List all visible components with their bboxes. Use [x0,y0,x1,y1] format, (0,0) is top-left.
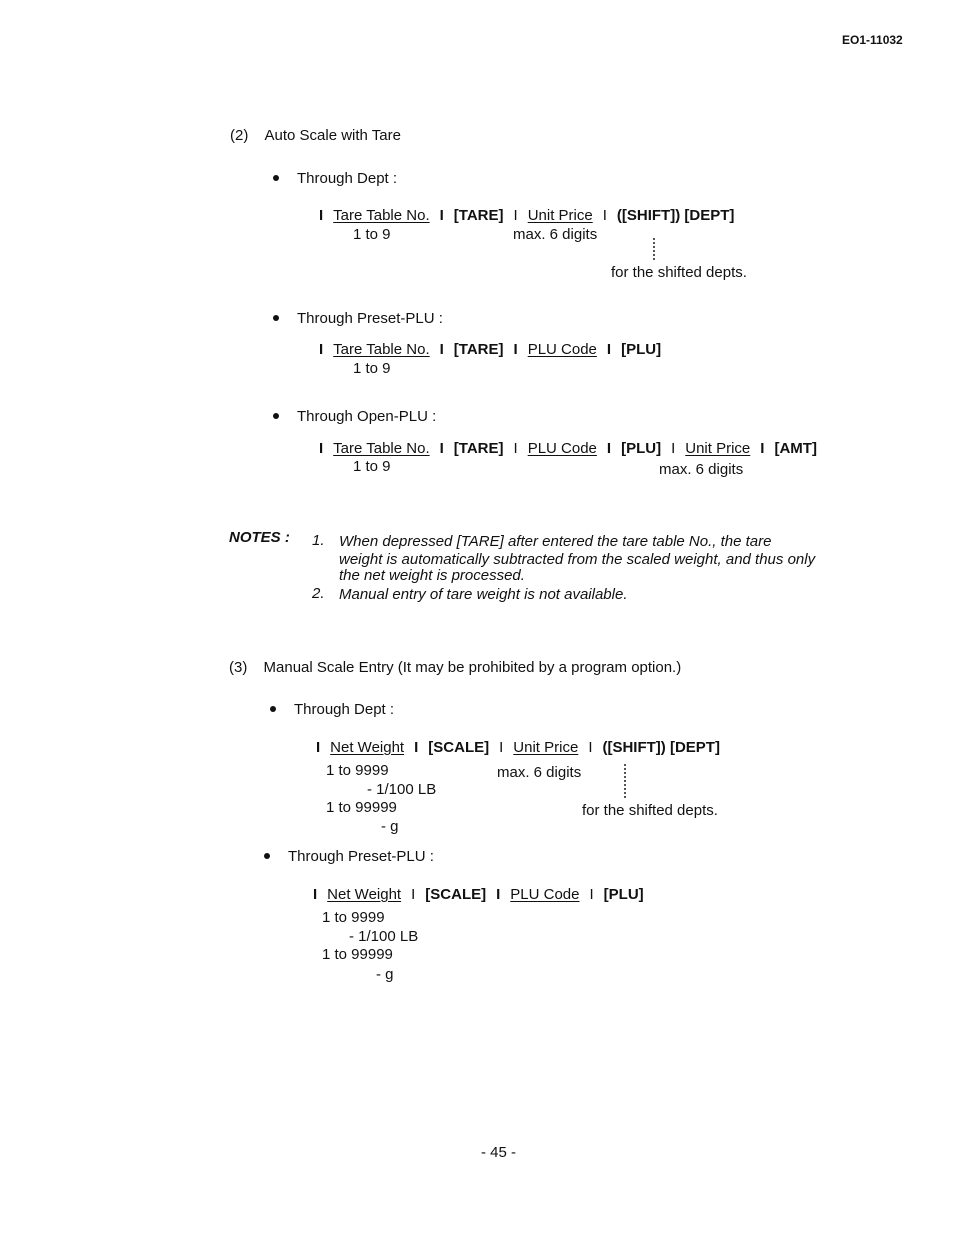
s2-open-key-sequence [319,440,817,457]
s3-preset-range-lb: 1 to 9999 [322,909,385,926]
s3-dept-range-lb: 1 to 9999 [326,762,389,779]
section-3-number: (3) [229,659,248,676]
s2-open-range: 1 to 9 [353,458,391,475]
sequence-separator: I [513,207,518,224]
sequence-separator: I [606,341,612,358]
s3-dept-max-digits: max. 6 digits [497,764,582,781]
bullet-icon [270,706,276,712]
s2-dept-shifted-note: for the shifted depts. [611,264,747,281]
s2-open-label: Through Open-PLU : [297,408,437,425]
dotted-connector [624,764,626,798]
bullet-icon [273,175,279,181]
s2-preset-key-sequence [319,341,661,358]
page-number: - 45 - [481,1144,517,1161]
tare-key: [TARE] [453,207,504,224]
note-1-line-1: When depressed [TARE] after entered the tare table No., the tare [339,533,772,550]
section-2-number: (2) [230,127,249,144]
section-3-title [229,659,681,676]
tare-table-no-entry: Tare Table No. [333,341,430,358]
unit-price-entry: Unit Price [685,440,751,457]
section-2-title [230,127,401,144]
s3-dept-shifted-note: for the shifted depts. [582,802,718,819]
s3-preset-key-sequence [313,886,644,903]
sequence-separator: I [313,886,318,903]
tare-table-no-entry: Tare Table No. [333,440,430,457]
sequence-separator: I [513,440,518,457]
s3-preset-unit-g: - g [376,966,394,983]
plu-code-entry: PLU Code [510,886,580,903]
plu-code-entry: PLU Code [527,341,597,358]
bullet-icon [273,413,279,419]
bullet-icon [273,315,279,321]
bullet-icon [264,853,270,859]
dotted-connector [653,238,655,260]
sequence-separator: I [439,341,444,358]
shift-dept-key: ([SHIFT]) [DEPT] [602,739,720,756]
sequence-separator: I [319,440,324,457]
tare-key: [TARE] [453,440,504,457]
sequence-separator: I [589,886,594,903]
s2-preset-range: 1 to 9 [353,360,391,377]
unit-price-entry: Unit Price [513,739,579,756]
sequence-separator: I [760,440,765,457]
sequence-separator: I [439,207,444,224]
sequence-separator: I [496,886,501,903]
s3-dept-key-sequence [316,739,720,756]
s2-dept-range: 1 to 9 [353,226,391,243]
s3-preset-label: Through Preset-PLU : [288,848,434,865]
sequence-separator: I [513,341,518,358]
note-1-number: 1. [312,532,325,549]
s3-dept-label: Through Dept : [294,701,395,718]
amt-key: [AMT] [774,440,817,457]
unit-price-entry: Unit Price [527,207,593,224]
sequence-separator: I [319,207,324,224]
plu-key: [PLU] [621,341,662,358]
sequence-separator: I [411,886,416,903]
tare-key: [TARE] [453,341,504,358]
shift-dept-key: ([SHIFT]) [DEPT] [616,207,735,224]
sequence-separator: I [671,440,676,457]
sequence-separator: I [588,739,593,756]
scale-key: [SCALE] [428,739,490,756]
s2-dept-label: Through Dept : [297,170,398,187]
note-2-number: 2. [312,585,325,602]
s3-preset-unit-lb: - 1/100 LB [349,928,419,945]
section-3-heading: Manual Scale Entry (It may be prohibited by a program option.) [263,659,682,676]
s3-dept-unit-g: - g [381,818,399,835]
note-1-line-3: the net weight is processed. [339,567,525,584]
plu-code-entry: PLU Code [527,440,597,457]
s3-dept-range-g: 1 to 99999 [326,799,397,816]
tare-table-no-entry: Tare Table No. [333,207,430,224]
sequence-separator: I [499,739,504,756]
s2-open-max-digits: max. 6 digits [659,461,744,478]
sequence-separator: I [439,440,444,457]
s2-dept-max-digits: max. 6 digits [513,226,598,243]
scale-key: [SCALE] [425,886,487,903]
notes-label: NOTES : [229,529,290,546]
document-code: EO1-11032 [842,33,903,47]
s3-dept-unit-lb: - 1/100 LB [367,781,437,798]
plu-key: [PLU] [603,886,644,903]
plu-key: [PLU] [621,440,662,457]
sequence-separator: I [602,207,607,224]
s3-preset-range-g: 1 to 99999 [322,946,393,963]
section-2-heading: Auto Scale with Tare [264,127,401,144]
net-weight-entry: Net Weight [327,886,402,903]
net-weight-entry: Net Weight [330,739,405,756]
s2-preset-label: Through Preset-PLU : [297,310,443,327]
note-1-line-2: weight is automatically subtracted from the scaled weight, and thus only [339,551,816,568]
sequence-separator: I [414,739,419,756]
sequence-separator: I [319,341,324,358]
sequence-separator: I [606,440,612,457]
note-2-line-1: Manual entry of tare weight is not available. [339,586,628,603]
s2-dept-key-sequence [319,207,734,224]
sequence-separator: I [316,739,321,756]
